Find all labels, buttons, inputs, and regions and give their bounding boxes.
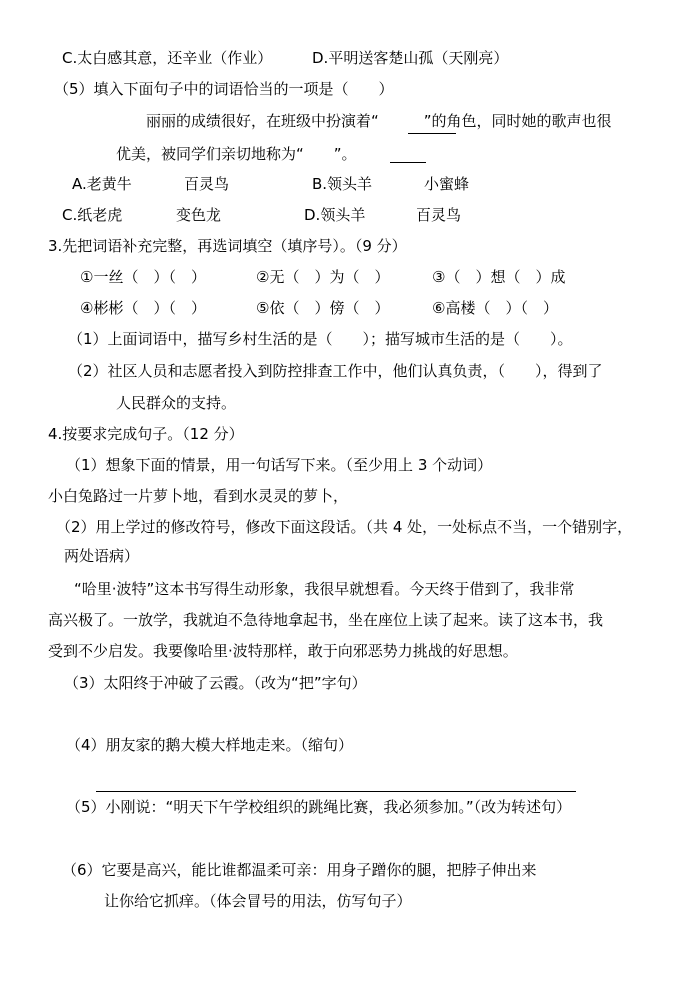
option-c-top: C.太白感其意，还辛业（作业） xyxy=(62,49,273,67)
section-4-question-4: （4）朋友家的鹅大模大样地走来。（缩句） xyxy=(66,736,354,754)
section-4-title: 4.按要求完成句子。（12 分） xyxy=(48,425,244,443)
section-4-question-1-text: 小白兔路过一片萝卜地，看到水灵灵的萝卜， xyxy=(48,487,349,505)
answer-blank xyxy=(390,162,426,163)
option-d-top: D.平明送客楚山孤（天刚亮） xyxy=(312,49,509,67)
section-3-question-1: （1）上面词语中，描写乡村生活的是（ ）；描写城市生活的是（ ）。 xyxy=(68,330,573,348)
section-4-question-6-line2: 让你给它抓痒。（体会冒号的用法，仿写句子） xyxy=(104,892,412,910)
word-item-4: ④彬彬（ ）（ ） xyxy=(80,299,206,317)
option-d-word1: D.领头羊 xyxy=(304,206,366,224)
section-4-question-1: （1）想象下面的情景，用一句话写下来。（至少用上 3 个动词） xyxy=(66,456,493,474)
option-a-word2: 百灵鸟 xyxy=(184,175,230,193)
word-item-3: ③（ ）想（ ）成 xyxy=(432,268,566,286)
word-item-2: ②无（ ）为（ ） xyxy=(256,268,390,286)
section-3-title: 3.先把词语补充完整，再选词填空（填序号）。（9 分） xyxy=(48,237,407,255)
option-d-word2: 百灵鸟 xyxy=(416,206,462,224)
option-c-word1: C.纸老虎 xyxy=(62,206,123,224)
answer-blank xyxy=(408,133,456,134)
question-5-sentence-line2: 优美，被同学们亲切地称为“ ”。 xyxy=(116,145,357,163)
section-4-question-5: （5）小刚说：“明天下午学校组织的跳绳比赛，我必须参加。”（改为转述句） xyxy=(66,798,572,816)
option-b-word1: B.领头羊 xyxy=(312,175,373,193)
paragraph-line-1: “哈里·波特”这本书写得生动形象，我很早就想看。今天终于借到了，我非常 xyxy=(74,580,575,598)
word-item-6: ⑥高楼（ ）（ ） xyxy=(432,299,558,317)
paragraph-line-2: 高兴极了。一放学，我就迫不急待地拿起书，坐在座位上读了起来。读了这本书，我 xyxy=(48,611,604,629)
word-item-5: ⑤依（ ）傍（ ） xyxy=(256,299,390,317)
option-c-word2: 变色龙 xyxy=(176,206,222,224)
section-3-question-2-line1: （2）社区人员和志愿者投入到防控排查工作中，他们认真负责，（ ），得到了 xyxy=(68,362,603,380)
section-4-question-3: （3）太阳终于冲破了云霞。（改为“把”字句） xyxy=(64,674,367,692)
answer-line xyxy=(96,791,576,792)
word-item-1: ①一丝（ ）（ ） xyxy=(80,268,206,286)
question-5-stem: （5）填入下面句子中的词语恰当的一项是（ ） xyxy=(54,80,394,98)
paragraph-line-3: 受到不少启发。我要像哈里·波特那样，敢于向邪恶势力挑战的好思想。 xyxy=(48,642,518,660)
option-b-word2: 小蜜蜂 xyxy=(424,175,470,193)
section-3-question-2-line2: 人民群众的支持。 xyxy=(116,394,237,412)
option-a-word1: A.老黄牛 xyxy=(72,175,132,193)
question-5-sentence-line1: 丽丽的成绩很好，在班级中扮演着“ ”的角色，同时她的歌声也很 xyxy=(146,112,612,130)
section-4-question-2-line1: （2）用上学过的修改符号，修改下面这段话。（共 4 处，一处标点不当，一个错别字， xyxy=(56,518,633,536)
section-4-question-2-line2: 两处语病） xyxy=(64,547,140,565)
section-4-question-6-line1: （6）它要是高兴，能比谁都温柔可亲：用身子蹭你的腿，把脖子伸出来 xyxy=(62,861,537,879)
